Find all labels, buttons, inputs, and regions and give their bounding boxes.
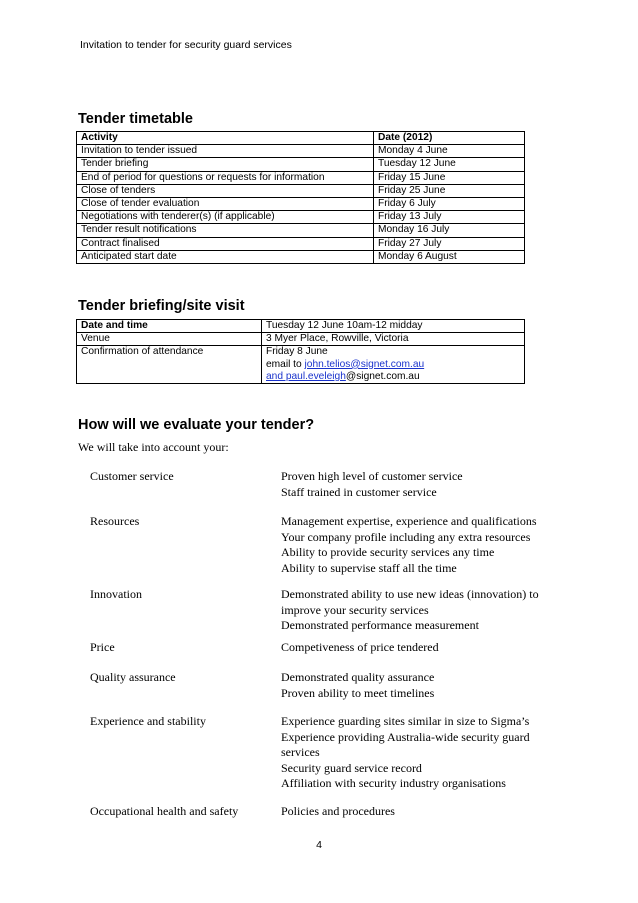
criterion-label: Innovation xyxy=(90,587,142,601)
table-row xyxy=(77,184,525,197)
confirmation-label: Confirmation of attendance xyxy=(77,346,262,384)
criterion-description xyxy=(281,514,571,576)
criterion-line: Policies and procedures xyxy=(281,804,395,818)
email-prefix: email to xyxy=(266,358,305,370)
criterion-line: Proven ability to meet timelines xyxy=(281,685,435,700)
criterion-label: Customer service xyxy=(90,469,174,483)
activity-cell: Contract finalised xyxy=(77,237,374,250)
criterion-line: Proven high level of customer service xyxy=(281,469,463,483)
criterion-line: Experience guarding sites similar in size to Sigma’s xyxy=(281,714,530,728)
criterion-line: Demonstrated performance measurement xyxy=(281,618,479,632)
criterion-line: services xyxy=(281,745,320,759)
date-cell: Monday 4 June xyxy=(374,145,525,158)
section-heading-evaluation: How will we evaluate your tender? xyxy=(78,417,315,433)
criterion-description xyxy=(281,469,571,500)
criterion-line: Security guard service record xyxy=(281,760,422,775)
table-row xyxy=(77,320,525,333)
criterion-line: Ability to provide security services any time xyxy=(281,545,495,559)
date-cell: Friday 13 July xyxy=(374,211,525,224)
criterion-line: Staff trained in customer service xyxy=(281,484,437,499)
criterion-line: Competiveness of price tendered xyxy=(281,640,439,654)
date-time-label: Date and time xyxy=(77,320,262,333)
table-row xyxy=(77,145,525,158)
confirmation-email-line xyxy=(266,359,520,371)
email-link-paul[interactable]: and paul.eveleigh xyxy=(266,370,346,382)
activity-cell: Tender result notifications xyxy=(77,224,374,237)
evaluation-intro: We will take into account your: xyxy=(78,440,229,454)
timetable-table xyxy=(76,131,525,264)
activity-cell: Invitation to tender issued xyxy=(77,145,374,158)
criterion-line: improve your security services xyxy=(281,602,429,617)
activity-cell: Anticipated start date xyxy=(77,250,374,263)
criterion-label: Experience and stability xyxy=(90,714,206,728)
running-header: Invitation to tender for security guard services xyxy=(80,39,292,51)
section-heading-timetable: Tender timetable xyxy=(78,111,193,127)
column-header-date: Date (2012) xyxy=(374,132,525,145)
activity-cell: Close of tenders xyxy=(77,184,374,197)
confirmation-date: Friday 8 June xyxy=(266,346,328,358)
table-row xyxy=(77,158,525,171)
criterion-label: Quality assurance xyxy=(90,670,176,684)
criterion-label: Price xyxy=(90,640,115,654)
date-cell: Friday 25 June xyxy=(374,184,525,197)
criterion-line: Affiliation with security industry organisations xyxy=(281,776,506,790)
criterion-description xyxy=(281,714,571,792)
date-time-value: Tuesday 12 June 10am-12 midday xyxy=(262,320,525,333)
criterion-line: Demonstrated quality assurance xyxy=(281,670,435,684)
date-cell: Friday 27 July xyxy=(374,237,525,250)
activity-cell: Negotiations with tenderer(s) (if applicable) xyxy=(77,211,374,224)
criterion-label: Resources xyxy=(90,514,140,528)
email-domain: @signet.com.au xyxy=(345,370,420,382)
criterion-line: Your company profile including any extra resources xyxy=(281,529,531,544)
date-cell: Tuesday 12 June xyxy=(374,158,525,171)
criterion-description xyxy=(281,804,571,820)
criterion-line: Management expertise, experience and qualifications xyxy=(281,514,537,528)
activity-cell: Close of tender evaluation xyxy=(77,198,374,211)
table-header-row xyxy=(77,132,525,145)
page-number: 4 xyxy=(316,839,322,851)
table-row xyxy=(77,224,525,237)
activity-cell: End of period for questions or requests for information xyxy=(77,171,374,184)
column-header-activity: Activity xyxy=(77,132,374,145)
criterion-description xyxy=(281,640,571,656)
section-heading-briefing: Tender briefing/site visit xyxy=(78,298,245,314)
activity-cell: Tender briefing xyxy=(77,158,374,171)
confirmation-email-line xyxy=(266,371,520,383)
table-row xyxy=(77,171,525,184)
table-row xyxy=(77,237,525,250)
table-row xyxy=(77,346,525,384)
criterion-description xyxy=(281,587,571,634)
table-row xyxy=(77,198,525,211)
briefing-table xyxy=(76,319,525,384)
date-cell: Friday 15 June xyxy=(374,171,525,184)
criterion-line: Ability to supervise staff all the time xyxy=(281,560,457,575)
criterion-description xyxy=(281,670,571,701)
criterion-line: Demonstrated ability to use new ideas (innovation) to xyxy=(281,587,539,601)
venue-label: Venue xyxy=(77,333,262,346)
email-link-john[interactable]: john.telios@signet.com.au xyxy=(304,358,425,370)
table-row xyxy=(77,333,525,346)
criterion-label: Occupational health and safety xyxy=(90,804,239,818)
date-cell: Friday 6 July xyxy=(374,198,525,211)
confirmation-value xyxy=(262,346,525,384)
venue-value: 3 Myer Place, Rowville, Victoria xyxy=(262,333,525,346)
table-row xyxy=(77,211,525,224)
date-cell: Monday 6 August xyxy=(374,250,525,263)
table-row xyxy=(77,250,525,263)
criterion-line: Experience providing Australia-wide security guard xyxy=(281,729,530,744)
date-cell: Monday 16 July xyxy=(374,224,525,237)
